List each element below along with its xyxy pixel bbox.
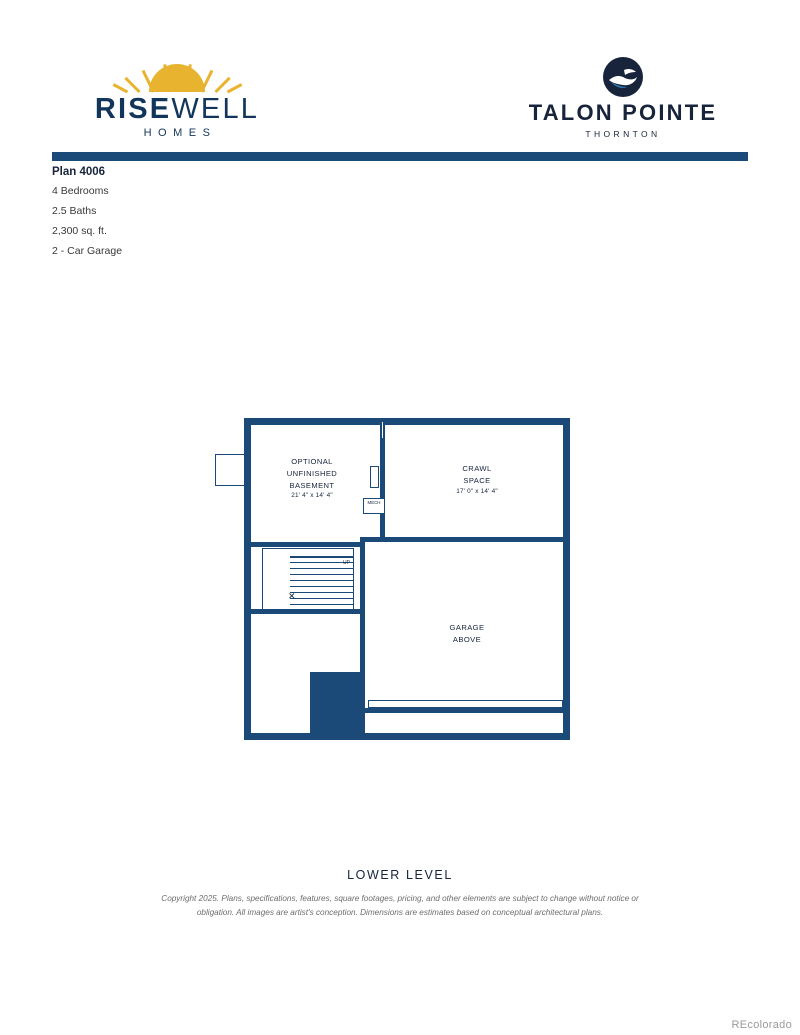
disclaimer-line-1: Copyright 2025. Plans, specifications, features, square footages, pricing, and other elements are subject to change without notice or — [161, 894, 639, 903]
basement-line-1: OPTIONAL — [291, 457, 333, 466]
crawl-line-2: SPACE — [463, 475, 491, 485]
sunrise-icon — [122, 58, 232, 92]
room-label-garage-above — [405, 622, 529, 646]
room-label-crawl-space — [415, 463, 539, 496]
spec-bedrooms: 4 Bedrooms — [52, 185, 109, 197]
plan-specs — [52, 166, 352, 265]
basement-line-3: BASEMENT — [289, 480, 335, 490]
room-label-optional-unfinished-basement — [250, 456, 374, 501]
risewell-wordmark-bold: RISE — [94, 93, 172, 125]
spec-garage: 2 - Car Garage — [52, 245, 123, 257]
furnace-mech-label: MECH — [363, 498, 385, 514]
risewell-tagline: HOMES — [143, 127, 217, 140]
garage-door — [368, 700, 563, 708]
talon-pointe-wordmark: TALON POINTE — [528, 100, 718, 125]
stair-direction-label: UP — [343, 560, 350, 566]
document-header — [52, 50, 748, 150]
risewell-wordmark-thin: WELL — [171, 93, 260, 125]
watermark: REcolorado — [731, 1019, 792, 1031]
wall-exterior-top — [244, 418, 570, 425]
garage-line-2: ABOVE — [452, 634, 482, 644]
header-divider — [52, 152, 748, 161]
wall-bumpout — [310, 672, 365, 734]
garage-line-1: GARAGE — [449, 623, 485, 632]
talon-pointe-logo — [498, 56, 748, 139]
level-title: LOWER LEVEL — [347, 868, 453, 882]
page-title: Plan 4006 — [52, 166, 106, 178]
risewell-wordmark — [52, 94, 302, 124]
disclaimer-line-2: obligation. All images are artist's conception. Dimensions are estimates based on conceptual architectural plans. — [196, 908, 604, 918]
basement-dimensions: 21' 4" x 14' 4" — [291, 492, 333, 500]
crawl-dimensions: 17' 0" x 14' 4" — [456, 487, 498, 495]
wall-opening-marker — [382, 422, 383, 438]
basement-line-2: UNFINISHED — [286, 468, 338, 478]
wall-exterior-bottom — [244, 733, 570, 740]
wall-interior-horizontal-mid — [360, 537, 570, 542]
wall-exterior-right — [563, 418, 570, 740]
talon-pointe-city: THORNTON — [585, 129, 661, 139]
wall-garage-bottom — [360, 708, 570, 713]
disclaimer — [100, 892, 700, 921]
hawk-icon — [602, 56, 644, 98]
risewell-logo — [52, 58, 302, 139]
stair-break-icon: ✕ — [288, 591, 296, 601]
crawl-line-1: CRAWL — [462, 464, 492, 473]
staircase — [262, 548, 354, 610]
wall-stair-top — [244, 542, 362, 547]
spec-square-feet: 2,300 sq. ft. — [52, 225, 107, 237]
floorplan-drawing — [200, 400, 620, 770]
spec-baths: 2.5 Baths — [52, 205, 97, 217]
egress-window — [215, 454, 245, 486]
